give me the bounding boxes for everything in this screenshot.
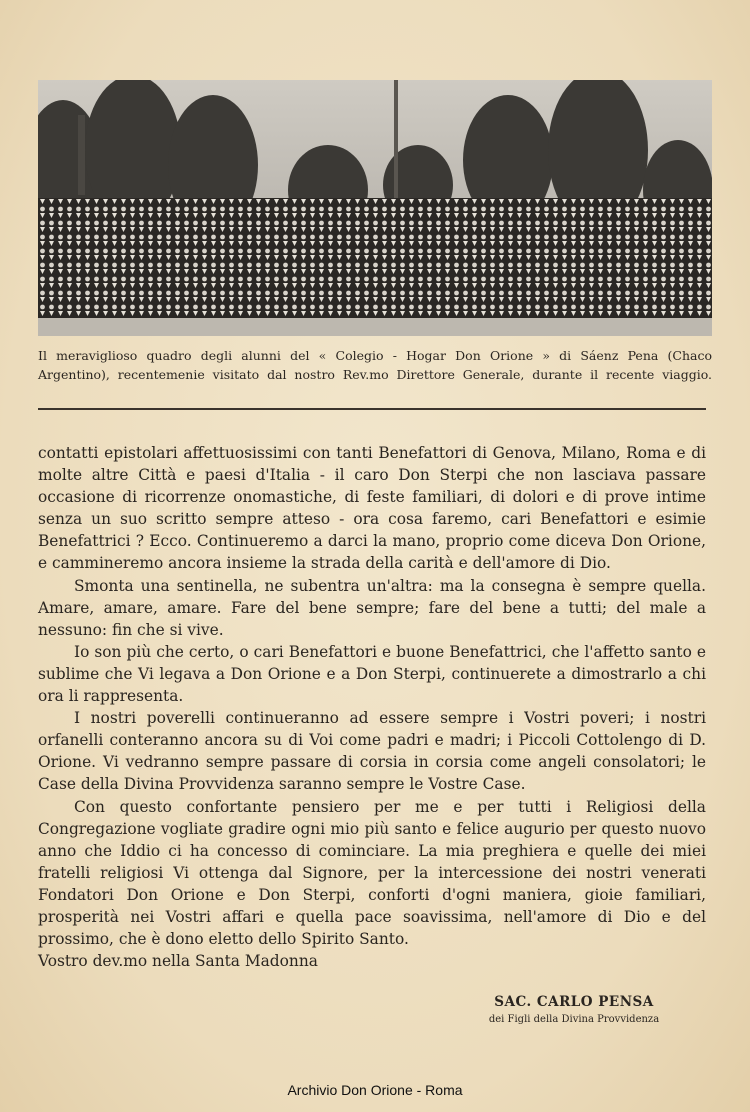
paragraph-2: Smonta una sentinella, ne subentra un'altra: ma la consegna è sempre quella. Amare, amare, amare. Fare del bene sempre; fare del bene a tutti; del male a nessuno: fin che si vive. [38, 576, 706, 639]
letter-body [38, 442, 706, 972]
signature-block [474, 994, 674, 1025]
paragraph-3: Io son più che certo, o cari Benefattori e buone Benefattrici, che l'affetto santo e sublime che Vi legava a Don Orione e a Don Sterpi, continuerete a dimostrarlo a chi ora li rappresenta. [38, 642, 706, 706]
caption-line-2: Argentino), recentemenie visitato dal nostro Rev.mo Direttore Generale, durante il recente viaggio. [38, 367, 712, 382]
closing-line: Vostro dev.mo nella Santa Madonna [38, 952, 318, 971]
signature-name: SAC. CARLO PENSA [494, 994, 654, 1010]
caption-line-1: Il meraviglioso quadro degli alunni del « Colegio - Hogar Don Orione » di Sáenz Pena (Chaco [38, 348, 712, 363]
paragraph-5: Con questo confortante pensiero per me e per tutti i Religiosi della Congregazione vogliate gradire ogni mio più santo e felice augurio per questo nuovo anno che Iddio ci ha concesso di cominciare. La mia preghiera e quelle dei miei fratelli religiosi Vi ottenga dal Signore, per la intercessione dei nostri venerati Fondatori Don Orione e Don Sterpi, conforti d'ogni maniera, gioie familiari, prosperità nei Vostri affari e quella pace soavissima, nell'amore di Dio e del prossimo, che è dono eletto dello Spirito Santo. [38, 797, 706, 949]
archive-footer: Archivio Don Orione - Roma [287, 1082, 463, 1098]
paragraph-1: contatti epistolari affettuosissimi con tanti Benefattori di Genova, Milano, Roma e di molte altre Città e paesi d'Italia - il caro Don Sterpi che non lasciava passare occasione di ricorrenze onomastiche, di feste familiari, di dolori e di prove intime senza un suo scritto sempre atteso - ora cosa faremo, cari Benefattori e esimie Benefattrici ? Ecco. Continueremo a darci la mano, proprio come diceva Don Orione, e cammineremo ancora insieme la strada della carità e dell'amore di Dio. [38, 444, 706, 573]
paragraph-4: I nostri poverelli continueranno ad essere sempre i Vostri poveri; i nostri orfanelli conteranno ancora su di Voi come padri e madri; i Piccoli Cottolengo di D. Orione. Vi vedranno sempre passare di corsia in corsia come angeli consolatori; le Case della Divina Provvidenza saranno sempre le Vostre Case. [38, 709, 706, 794]
signature-title: dei Figli della Divina Provvidenza [488, 1014, 660, 1025]
group-photo-image [38, 80, 712, 336]
group-photo [38, 80, 712, 336]
photo-caption [38, 346, 712, 384]
divider [38, 408, 706, 410]
